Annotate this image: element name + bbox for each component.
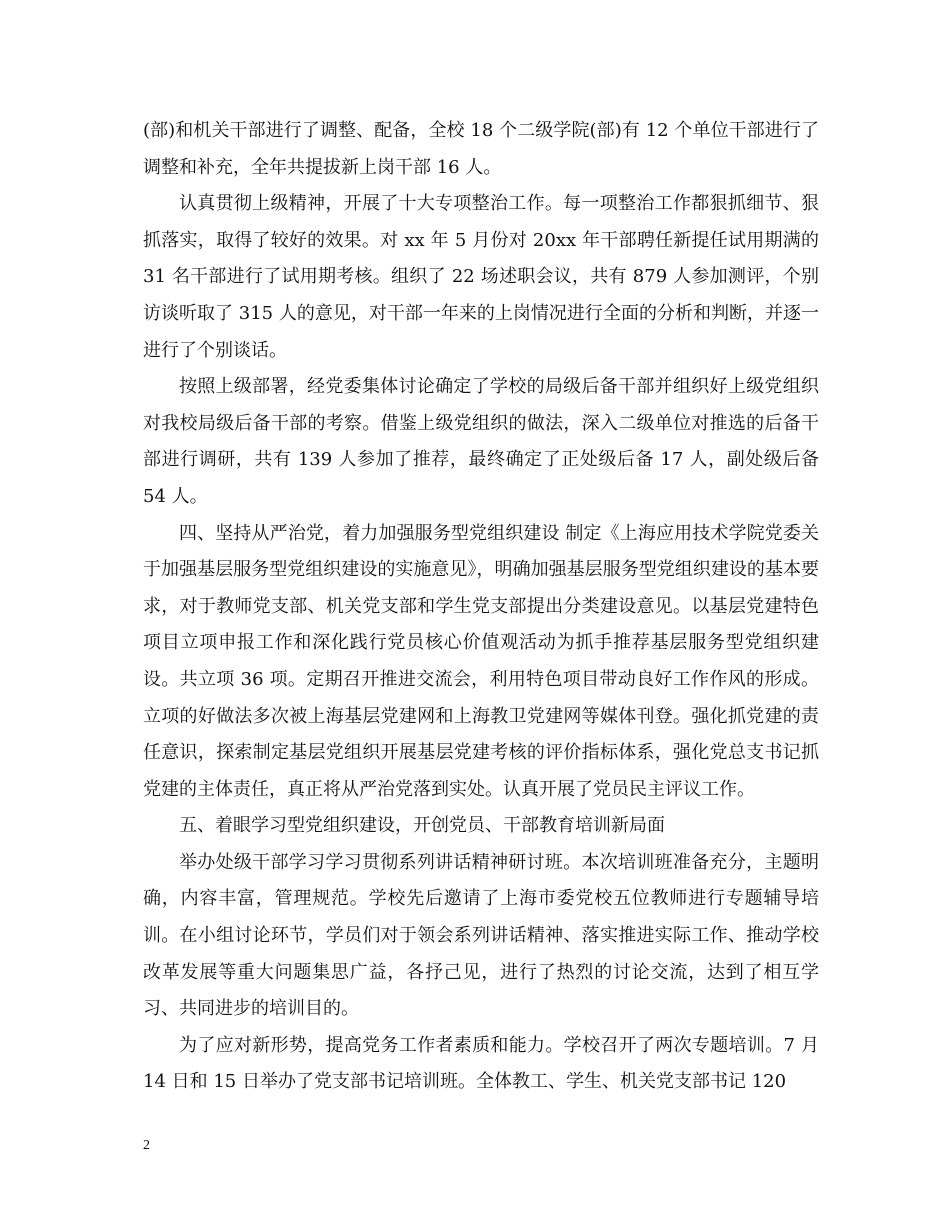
paragraph-continuation: (部)和机关干部进行了调整、配备，全校 18 个二级学院(部)有 12 个单位干部进行了调整和补充，全年共提拔新上岗干部 16 人。 (143, 120, 819, 178)
paragraph-section-four: 四、坚持从严治党，着力加强服务型党组织建设 制定《上海应用技术学院党委关于加强基层服务型党组织建设的实施意见》，明确加强基层服务型党组织建设的基本要求，对于教师党支部、机关党支部和学生党支部提出分类建设意见。以基层党建特色项目立项申报工作和深化践行党员核心价值观活动为抓手推荐基层服务型党组织建设。共立项 36 项。定期召开推进交流会，利用特色项目带动良好工作作风的形成。立项的好做法多次被上海基层党建网和上海教卫党建网等媒体刊登。强化抓党建的责任意识，探索制定基层党组织开展基层党建考核的评价指标体系，强化党总支书记抓党建的主体责任，真正将从严治党落到实处。认真开展了党员民主评议工作。 (143, 522, 819, 800)
page-number: 2 (143, 1138, 150, 1153)
paragraph-reserve-cadres: 按照上级部署，经党委集体讨论确定了学校的局级后备干部并组织好上级党组织对我校局级后备干部的考察。借鉴上级党组织的做法，深入二级单位对推选的后备干部进行调研，共有 139 人参加了推荐，最终确定了正处级后备 17 人，副处级后备 54 人。 (143, 376, 819, 507)
body-text (143, 113, 819, 1101)
paragraph-training: 为了应对新形势，提高党务工作者素质和能力。学校召开了两次专题培训。7 月 14 日和 15 日举办了党支部书记培训班。全体教工、学生、机关党支部书记 120 (143, 1034, 819, 1093)
paragraph-rectification: 认真贯彻上级精神，开展了十大专项整治工作。每一项整治工作都狠抓细节、狠抓落实，取得了较好的效果。对 xx 年 5 月份对 20xx 年干部聘任新提任试用期满的 31 名干部进行了试用期考核。组织了 22 场述职会议，共有 879 人参加测评，个别访谈听取了 315 人的意见，对干部一年来的上岗情况进行全面的分析和判断，并逐一进行了个别谈话。 (143, 193, 819, 361)
section-five-heading: 五、着眼学习型党组织建设，开创党员、干部教育培训新局面 (179, 815, 665, 837)
paragraph-seminar: 举办处级干部学习学习贯彻系列讲话精神研讨班。本次培训班准备充分，主题明确，内容丰富，管理规范。学校先后邀请了上海市委党校五位教师进行专题辅导培训。在小组讨论环节，学员们对于领会系列讲话精神、落实推进实际工作、推动学校改革发展等重大问题集思广益，各抒己见，进行了热烈的讨论交流，达到了相互学习、共同进步的培训目的。 (143, 851, 819, 1020)
